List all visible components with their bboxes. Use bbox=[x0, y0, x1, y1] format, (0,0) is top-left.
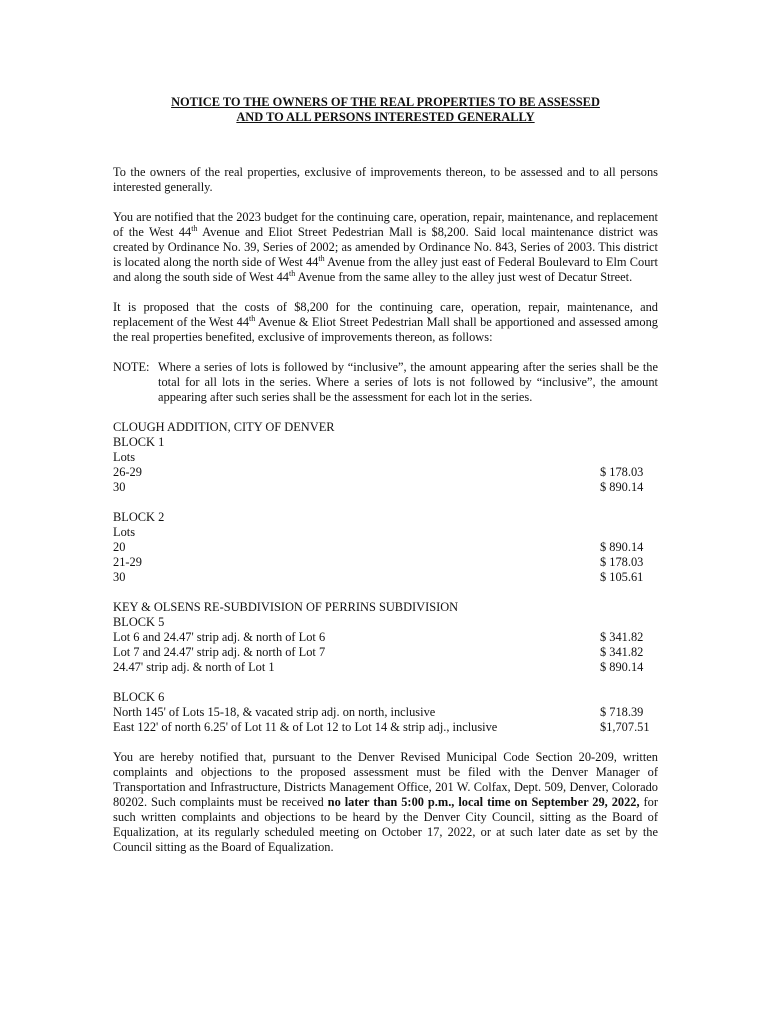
notice-title bbox=[113, 95, 658, 125]
assessment-amount: $ 890.14 bbox=[600, 540, 644, 554]
assessment-row bbox=[113, 705, 658, 720]
subdivision-heading: KEY & OLSENS RE-SUBDIVISION OF PERRINS SUBDIVISION bbox=[113, 600, 459, 614]
assessment-row bbox=[113, 630, 658, 645]
subdivision-heading: CLOUGH ADDITION, CITY OF DENVER bbox=[113, 420, 335, 434]
notice-content bbox=[113, 95, 658, 870]
apportion-paragraph bbox=[113, 300, 658, 345]
block-label: BLOCK 5 bbox=[113, 615, 165, 629]
assessment-amount: $ 718.39 bbox=[600, 705, 644, 719]
lot-description: 30 bbox=[113, 570, 126, 584]
assessment-amount: $ 341.82 bbox=[600, 630, 644, 644]
title-line-1: NOTICE TO THE OWNERS OF THE REAL PROPERTIES TO BE ASSESSED bbox=[171, 95, 600, 109]
lot-description: 30 bbox=[113, 480, 126, 494]
lot-description: Lot 7 and 24.47' strip adj. & north of Lot 7 bbox=[113, 645, 326, 659]
ordinal-suffix: th bbox=[318, 253, 325, 263]
title-line-2: AND TO ALL PERSONS INTERESTED GENERALLY bbox=[236, 110, 535, 124]
lot-description: 24.47' strip adj. & north of Lot 1 bbox=[113, 660, 275, 674]
objection-text-a: You are hereby notified that, pursuant to the Denver Revised Municipal Code Section 20-209, written complaints and objections to the proposed assessment must be filed with the Denver Manager of Transportation and Infrastructure, Districts Management Office, 201 W. Colfax, Dept. 509, Denver, Colorado 80202. Such complaints must be received bbox=[113, 750, 658, 809]
note-label: NOTE: bbox=[113, 360, 150, 374]
budget-text-b: Avenue and Eliot Street Pedestrian Mall is $8,200. Said local maintenance district was created by Ordinance No. 39, Series of 2002; as amended by Ordinance No. 843, Series of 2003. This district is located along the north side of West 44 bbox=[113, 225, 658, 269]
assessment-row bbox=[113, 570, 658, 585]
assessment-row bbox=[113, 720, 658, 735]
assessment-row bbox=[113, 540, 658, 555]
assessment-row bbox=[113, 480, 658, 495]
lot-description: East 122' of north 6.25' of Lot 11 & of Lot 12 to Lot 14 & strip adj., inclusive bbox=[113, 720, 498, 734]
assessment-row bbox=[113, 555, 658, 570]
apportion-text-b: Avenue & Eliot Street Pedestrian Mall shall be apportioned and assessed among the real properties benefited, exclusive of improvements thereon, as follows: bbox=[113, 315, 658, 344]
assessment-row bbox=[113, 660, 658, 675]
lot-description: Lot 6 and 24.47' strip adj. & north of Lot 6 bbox=[113, 630, 326, 644]
ordinal-suffix: th bbox=[289, 268, 296, 278]
objection-paragraph bbox=[113, 750, 658, 855]
assessment-amount: $ 178.03 bbox=[600, 555, 644, 569]
lot-description: 21-29 bbox=[113, 555, 142, 569]
assessment-row bbox=[113, 465, 658, 480]
deadline-text: no later than 5:00 p.m., local time on September 29, 2022, bbox=[327, 795, 640, 809]
lot-description: 20 bbox=[113, 540, 126, 554]
note-text: Where a series of lots is followed by “inclusive”, the amount appearing after the series shall be the total for all lots in the series. Where a series of lots is not followed by “inclusive”, the amount appearing after such series shall be the assessment for each lot in the series. bbox=[158, 360, 658, 404]
clough-block-2 bbox=[113, 510, 658, 585]
lot-description: North 145' of Lots 15-18, & vacated strip adj. on north, inclusive bbox=[113, 705, 436, 719]
apportion-text-a: It is proposed that the costs of $8,200 for the continuing care, operation, repair, maintenance, and replacement of the West 44 bbox=[113, 300, 658, 329]
note-block bbox=[113, 360, 658, 405]
block-label: BLOCK 2 bbox=[113, 510, 165, 524]
block-label: BLOCK 1 bbox=[113, 435, 165, 449]
lots-label: Lots bbox=[113, 450, 136, 464]
assessment-row bbox=[113, 645, 658, 660]
clough-block-1 bbox=[113, 420, 658, 495]
assessment-amount: $ 105.61 bbox=[600, 570, 644, 584]
budget-text-a: You are notified that the 2023 budget for the continuing care, operation, repair, maintenance, and replacement of the West 44 bbox=[113, 210, 658, 239]
block-label: BLOCK 6 bbox=[113, 690, 165, 704]
key-olsens-block-5 bbox=[113, 600, 658, 675]
ordinal-suffix: th bbox=[191, 223, 198, 233]
assessment-amount: $1,707.51 bbox=[600, 720, 650, 734]
ordinal-suffix: th bbox=[249, 313, 256, 323]
key-olsens-block-6 bbox=[113, 690, 658, 735]
lots-label: Lots bbox=[113, 525, 136, 539]
intro-paragraph: To the owners of the real properties, exclusive of improvements thereon, to be assessed and to all persons interested generally. bbox=[113, 165, 658, 194]
objection-text-b: for such written complaints and objections to be heard by the Denver City Council, sitting as the Board of Equalization, at its regularly scheduled meeting on October 17, 2022, or at such later date as set by the Council sitting as the Board of Equalization. bbox=[113, 795, 659, 854]
lot-description: 26-29 bbox=[113, 465, 142, 479]
budget-paragraph bbox=[113, 210, 658, 285]
assessment-amount: $ 890.14 bbox=[600, 660, 644, 674]
budget-text-d: Avenue from the same alley to the alley just west of Decatur Street. bbox=[295, 270, 633, 284]
assessment-amount: $ 178.03 bbox=[600, 465, 644, 479]
budget-text-c: Avenue from the alley just east of Federal Boulevard to Elm Court and along the south side of West 44 bbox=[113, 255, 658, 284]
assessment-amount: $ 341.82 bbox=[600, 645, 644, 659]
assessment-amount: $ 890.14 bbox=[600, 480, 644, 494]
